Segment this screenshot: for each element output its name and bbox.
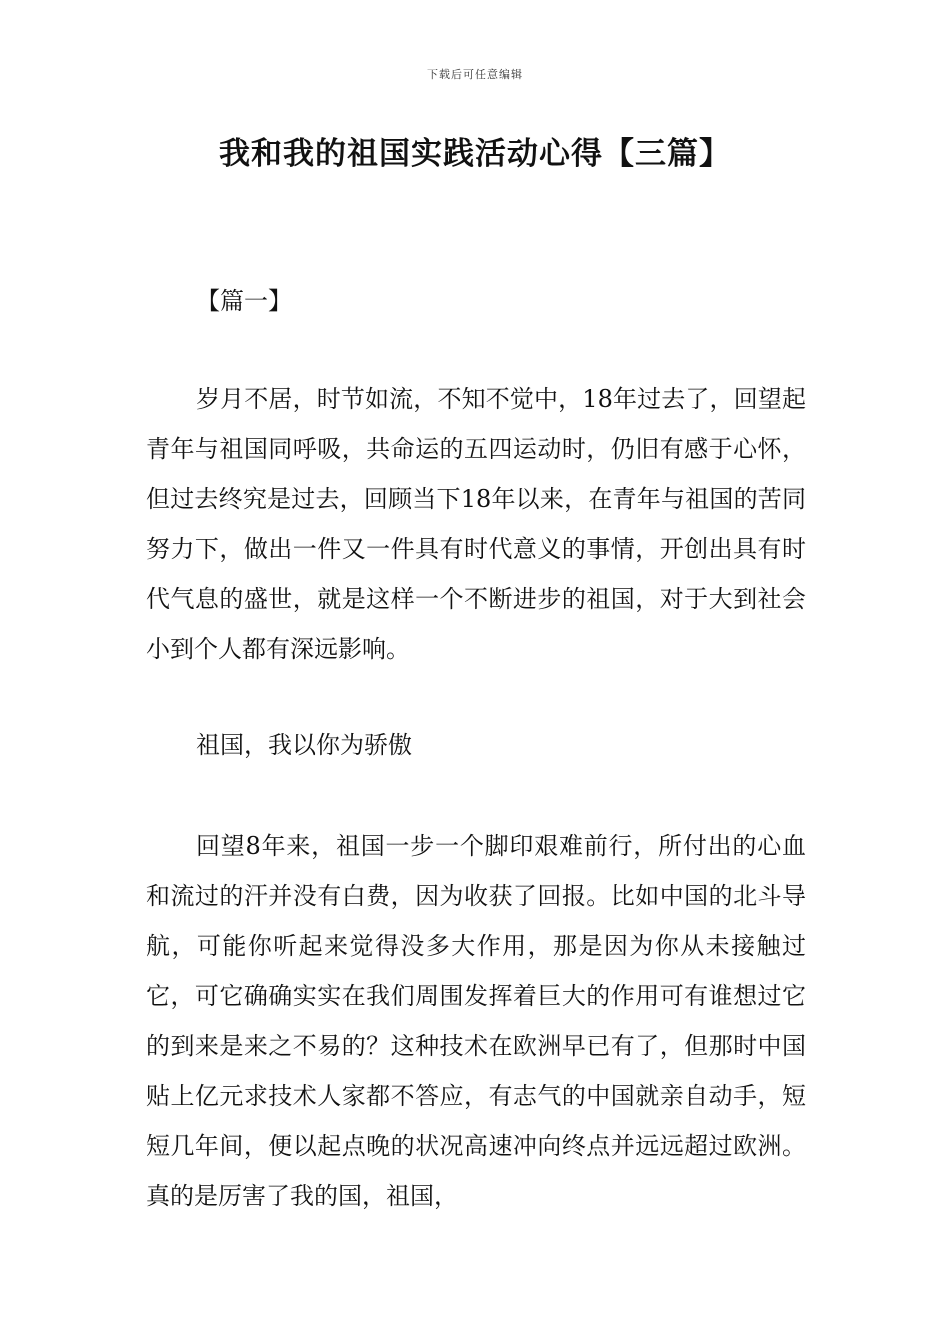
section-heading: 【篇一】 xyxy=(196,287,292,315)
paragraph-1: 岁月不居，时节如流，不知不觉中，18年过去了，回望起青年与祖国同呼吸，共命运的五四运动时，仍旧有感于心怀，但过去终究是过去，回顾当下18年以来，在青年与祖国的苦同努力下，做出一件又一件具有时代意义的事情，开创出具有时代气息的盛世，就是这样一个不断进步的祖国，对于大到社会小到个人都有深远影响。 xyxy=(146,385,806,663)
document-title: 我和我的祖国实践活动心得【三篇】 xyxy=(219,136,731,172)
subheading-1: 祖国，我以你为骄傲 xyxy=(196,731,412,759)
header-note: 下载后可任意编辑 xyxy=(427,68,523,81)
paragraph-2: 回望8年来，祖国一步一个脚印艰难前行，所付出的心血和流过的汗并没有白费，因为收获了回报。比如中国的北斗导航，可能你听起来觉得没多大作用，那是因为你从未接触过它，可它确确实实在我们周围发挥着巨大的作用可有谁想过它的到来是来之不易的？这种技术在欧洲早已有了，但那时中国贴上亿元求技术人家都不答应，有志气的中国就亲自动手，短短几年间，便以起点晚的状况高速冲向终点并远远超过欧洲。真的是厉害了我的国，祖国， xyxy=(146,832,806,1210)
